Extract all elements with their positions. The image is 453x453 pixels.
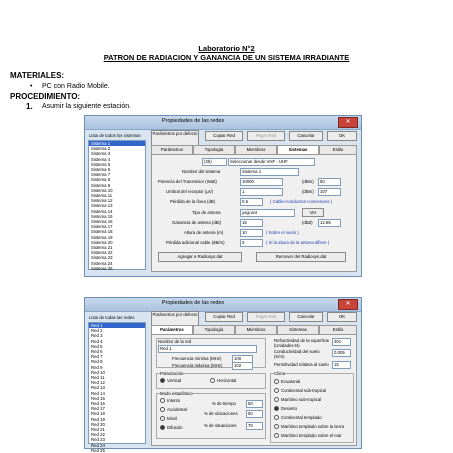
paste-network-button[interactable]: Pegar Red bbox=[247, 131, 285, 141]
list-item[interactable]: Red 16 bbox=[91, 401, 105, 407]
fmin-input[interactable]: 100 bbox=[232, 355, 253, 363]
ganancia-dbd-label: (dBd) bbox=[302, 220, 313, 225]
agregar-radiosys-button[interactable]: Agregar a Radiosys.dat bbox=[158, 252, 242, 262]
clima-label: Clima bbox=[274, 371, 285, 376]
polarizacion-label: Polarización bbox=[160, 371, 184, 376]
list-item[interactable]: Red 20 bbox=[91, 421, 105, 427]
ganancia-dbd-input[interactable]: 12.85 bbox=[318, 219, 341, 227]
list-item[interactable]: Sistema 22 bbox=[91, 250, 113, 256]
list-item[interactable]: Red 17 bbox=[91, 406, 105, 412]
radio-dot-icon bbox=[160, 378, 165, 383]
altura-label: Altura de antena (m) bbox=[184, 230, 224, 235]
close-icon[interactable]: ✕ bbox=[338, 299, 358, 310]
step-text: Asumir la siguiente estación. bbox=[42, 103, 132, 110]
list-item[interactable]: Sistema 19 bbox=[91, 234, 113, 240]
parametros-panel bbox=[151, 334, 357, 446]
permit-label: Permitividad relativa al suelo bbox=[274, 362, 329, 367]
radio-horizontal[interactable] bbox=[210, 378, 236, 383]
combo-number[interactable]: (36) bbox=[202, 158, 227, 166]
window-title: Propiedades de las redes bbox=[161, 118, 225, 124]
remover-radiosys-button[interactable]: Remover del Radiosys.dat bbox=[256, 252, 346, 262]
radio-clima-label: Marítimo sub-tropical bbox=[281, 397, 322, 402]
adicional-label: Pérdida adicional cable (dB/m) bbox=[166, 240, 225, 245]
permit-input[interactable]: 15 bbox=[332, 361, 351, 369]
nombre-input[interactable]: Red 1 bbox=[158, 345, 257, 353]
doc-title: Laboratorio N°2 bbox=[198, 44, 255, 53]
list-item[interactable]: Sistema 16 bbox=[91, 219, 113, 225]
list-item[interactable]: Red 6 bbox=[91, 349, 103, 355]
window-titlebar bbox=[85, 298, 361, 312]
radio-clima-option[interactable] bbox=[274, 433, 342, 438]
ubicaciones-input[interactable]: 50 bbox=[246, 410, 263, 418]
list-item[interactable]: Sistema 25 bbox=[91, 265, 113, 271]
ver-button[interactable]: Ver bbox=[302, 208, 324, 217]
fmax-input[interactable]: 102 bbox=[232, 362, 253, 370]
window-sistemas bbox=[84, 115, 362, 277]
radio-clima-option[interactable] bbox=[274, 397, 321, 402]
adicional-note: ( Si la altura de la antena difiere ) bbox=[266, 240, 330, 245]
radio-clima-label: Ecuatorial bbox=[281, 379, 301, 384]
refract-input[interactable]: 301 bbox=[332, 338, 351, 346]
tab-parametros[interactable]: Parámetros bbox=[151, 325, 193, 335]
tab-parametros[interactable]: Parámetros bbox=[151, 145, 193, 155]
radio-clima-label: Marítimo templado sobre la tierra bbox=[281, 424, 345, 429]
list-item[interactable]: Sistema 12 bbox=[91, 198, 113, 204]
radio-accidental[interactable] bbox=[160, 407, 187, 412]
umbral-dbm-label: (dBm) bbox=[302, 189, 314, 194]
radio-clima-label: Desierto bbox=[281, 406, 298, 411]
default-params-button[interactable]: Parámetros por defecto bbox=[151, 311, 199, 327]
list-item[interactable]: Sistema 3 bbox=[91, 151, 111, 157]
list-item[interactable]: Sistema 20 bbox=[91, 239, 113, 245]
list-item[interactable]: Red 19 bbox=[91, 416, 105, 422]
altura-input[interactable]: 10 bbox=[240, 229, 263, 237]
list-item[interactable]: Sistema 7 bbox=[91, 172, 111, 178]
potencia-dbm-label: (dBm) bbox=[302, 179, 314, 184]
list-item[interactable]: Red 21 bbox=[91, 427, 105, 433]
list-item[interactable]: Sistema 9 bbox=[91, 182, 111, 188]
list-item[interactable]: Red 4 bbox=[91, 338, 103, 344]
radio-dot-icon bbox=[160, 407, 165, 412]
materiales-item: PC con Radio Mobile. bbox=[42, 83, 110, 90]
radio-clima-option[interactable] bbox=[274, 424, 344, 429]
radio-accidental-label: Accidental bbox=[167, 407, 187, 412]
tab-miembros[interactable]: Miembros bbox=[235, 145, 277, 155]
radio-dot-icon bbox=[274, 415, 279, 420]
list-item[interactable]: Red 10 bbox=[91, 369, 105, 375]
radio-clima-option[interactable] bbox=[274, 379, 300, 384]
tiempo-input[interactable]: 50 bbox=[246, 400, 263, 408]
list-item[interactable]: Red 11 bbox=[91, 375, 105, 381]
radio-dot-icon bbox=[274, 424, 279, 429]
list-item[interactable]: Sistema 10 bbox=[91, 187, 113, 193]
system-preset-select[interactable]: Seleccionar desde VHF - UHF bbox=[228, 158, 315, 166]
cancel-button[interactable]: Cancelar bbox=[289, 131, 323, 141]
close-icon[interactable]: ✕ bbox=[338, 117, 358, 128]
tipo-antena-select[interactable]: yagi.ant bbox=[240, 209, 295, 217]
copy-network-button[interactable]: Copiar Red bbox=[205, 131, 243, 141]
tab-topologia[interactable]: Topología bbox=[193, 325, 235, 335]
radio-dot-icon bbox=[274, 433, 279, 438]
default-params-button[interactable]: Parámetros por defecto bbox=[151, 130, 199, 146]
tab-estilo[interactable]: Estilo bbox=[319, 145, 357, 155]
radio-dot-icon bbox=[210, 378, 215, 383]
radio-dot-icon bbox=[160, 416, 165, 421]
paste-network-button[interactable]: Pegar Red bbox=[247, 312, 285, 322]
radio-clima-label: Marítimo templado sobre el mar bbox=[281, 433, 342, 438]
radio-clima-label: Continental sub-tropical bbox=[281, 388, 327, 393]
radio-difusion[interactable] bbox=[160, 425, 183, 430]
list-item[interactable]: Sistema 21 bbox=[91, 245, 113, 251]
list-item[interactable]: Sistema 4 bbox=[91, 156, 111, 162]
list-item[interactable]: Red 1 bbox=[89, 323, 145, 328]
radio-dot-icon bbox=[274, 379, 279, 384]
list-item[interactable]: Red 14 bbox=[91, 390, 105, 396]
tiempo-label: % de tiempo bbox=[212, 401, 236, 406]
list-item[interactable]: Sistema 11 bbox=[91, 193, 113, 199]
nombre-label: Nombre de la red bbox=[158, 339, 192, 344]
step-number: 1. bbox=[26, 102, 33, 111]
list-item[interactable]: Sistema 17 bbox=[91, 224, 113, 230]
conduct-input[interactable]: 0.005 bbox=[332, 349, 351, 357]
tab-sistemas[interactable]: Sistemas bbox=[277, 325, 319, 335]
list-item[interactable]: Red 12 bbox=[91, 380, 105, 386]
potencia-dbm-input[interactable]: 50 bbox=[318, 178, 341, 186]
fmin-label: Frecuencia mínima (MHz) bbox=[172, 356, 222, 361]
window-parametros bbox=[84, 297, 362, 453]
copy-network-button[interactable]: Copiar Red bbox=[205, 312, 243, 322]
list-item[interactable]: Sistema 5 bbox=[91, 161, 111, 167]
radio-dot-icon bbox=[274, 406, 279, 411]
radio-difusion-label: Difusión bbox=[167, 425, 183, 430]
ganancia-label: Ganancia de antena (dBi) bbox=[172, 220, 221, 225]
conduct-label: Conductividad del suelo (S/m) bbox=[274, 349, 320, 359]
modo-label: Modo estadístico bbox=[160, 391, 193, 396]
list-item[interactable]: Red 24 bbox=[91, 442, 105, 448]
list-item[interactable]: Red 9 bbox=[91, 364, 103, 370]
radio-movil-label: Móvil bbox=[167, 416, 178, 421]
radio-clima-option[interactable] bbox=[274, 406, 297, 411]
tipo-label: Tipo de antena bbox=[192, 210, 221, 215]
perdida-note: ( Cable+conductos+conectores ) bbox=[270, 199, 333, 204]
materiales-bullet-icon: • bbox=[30, 83, 33, 90]
refract-label: Refractividad de la superficie (Unidades-N) bbox=[274, 338, 330, 348]
radio-intento-label: Intento bbox=[167, 398, 181, 403]
situaciones-input[interactable]: 70 bbox=[246, 422, 263, 430]
list-item[interactable]: Sistema 1 bbox=[89, 141, 145, 146]
procedimiento-heading: PROCEDIMIENTO: bbox=[10, 92, 81, 101]
list-item[interactable]: Red 3 bbox=[91, 333, 103, 339]
nombre-input[interactable]: Sistema 1 bbox=[240, 168, 299, 176]
umbral-input[interactable]: 1 bbox=[240, 188, 283, 196]
sistemas-panel bbox=[151, 154, 357, 272]
sistemas-list[interactable] bbox=[88, 140, 146, 270]
umbral-label: Umbral del receptor (µV) bbox=[166, 189, 214, 194]
list-item[interactable]: Red 8 bbox=[91, 359, 103, 365]
window-titlebar bbox=[85, 116, 361, 130]
radio-dot-icon bbox=[274, 397, 279, 402]
radio-vertical-label: Vertical bbox=[167, 378, 182, 383]
cancel-button[interactable]: Cancelar bbox=[289, 312, 323, 322]
situaciones-label: % de situaciones bbox=[204, 423, 237, 428]
ganancia-input[interactable]: 15 bbox=[240, 219, 263, 227]
list-item[interactable]: Red 18 bbox=[91, 411, 105, 417]
list-item[interactable]: Sistema 24 bbox=[91, 260, 113, 266]
radio-clima-label: Continental templado bbox=[281, 415, 322, 420]
list-item[interactable]: Red 5 bbox=[91, 343, 103, 349]
adicional-input[interactable]: 0 bbox=[240, 239, 263, 247]
ok-button[interactable]: OK bbox=[327, 312, 357, 322]
radio-dot-icon bbox=[160, 425, 165, 430]
radio-dot-icon bbox=[274, 388, 279, 393]
doc-subtitle: PATRON DE RADIACION Y GANANCIA DE UN SISTEMA IRRADIANTE bbox=[103, 53, 350, 62]
radio-dot-icon bbox=[160, 398, 165, 403]
redes-list[interactable] bbox=[88, 322, 146, 453]
list-header: Lista de todos los sistemas bbox=[89, 133, 141, 138]
list-item[interactable]: Sistema 14 bbox=[91, 208, 113, 214]
radio-horizontal-label: Horizontal bbox=[217, 378, 237, 383]
list-item[interactable]: Red 7 bbox=[91, 354, 103, 360]
tab-miembros[interactable]: Miembros bbox=[235, 325, 277, 335]
list-item[interactable]: Red 23 bbox=[91, 437, 105, 443]
tab-sistemas[interactable]: Sistemas bbox=[277, 145, 319, 155]
list-header: Lista de todas las redes bbox=[89, 315, 135, 320]
ok-button[interactable]: OK bbox=[327, 131, 357, 141]
list-item[interactable]: Red 25 bbox=[91, 447, 105, 453]
list-item[interactable]: Red 22 bbox=[91, 432, 105, 438]
list-item[interactable]: Red 2 bbox=[91, 328, 103, 334]
radio-clima-option[interactable] bbox=[274, 388, 326, 393]
potencia-label: Potencia del Transmisor (Watt) bbox=[158, 179, 217, 184]
fmax-label: Frecuencia máxima (MHz) bbox=[172, 363, 223, 368]
materiales-heading: MATERIALES: bbox=[10, 71, 65, 80]
perdida-input[interactable]: 0.5 bbox=[240, 198, 263, 206]
nombre-label: Nombre del sistema bbox=[182, 169, 221, 174]
list-item[interactable]: Sistema 23 bbox=[91, 255, 113, 261]
umbral-dbm-input[interactable]: 107 bbox=[318, 188, 341, 196]
list-item[interactable]: Sistema 15 bbox=[91, 213, 113, 219]
list-item[interactable]: Sistema 8 bbox=[91, 177, 111, 183]
altura-note: ( Sobre el suelo ) bbox=[266, 230, 299, 235]
tab-estilo[interactable]: Estilo bbox=[319, 325, 357, 335]
potencia-input[interactable]: 10000 bbox=[240, 178, 283, 186]
radio-vertical[interactable] bbox=[160, 378, 181, 383]
list-item[interactable]: Red 13 bbox=[91, 385, 105, 391]
radio-movil[interactable] bbox=[160, 416, 177, 421]
list-item[interactable]: Red 15 bbox=[91, 395, 105, 401]
list-item[interactable]: Sistema 13 bbox=[91, 203, 113, 209]
radio-clima-option[interactable] bbox=[274, 415, 322, 420]
list-item[interactable]: Sistema 6 bbox=[91, 167, 111, 173]
perdida-label: Pérdida de la línea (dB) bbox=[170, 199, 216, 204]
list-item[interactable]: Sistema 18 bbox=[91, 229, 113, 235]
ubicaciones-label: % de ubicaciones bbox=[204, 411, 238, 416]
window-title: Propiedades de las redes bbox=[161, 300, 225, 306]
tab-topologia[interactable]: Topología bbox=[193, 145, 235, 155]
list-item[interactable]: Sistema 2 bbox=[91, 146, 111, 152]
radio-intento[interactable] bbox=[160, 398, 180, 403]
